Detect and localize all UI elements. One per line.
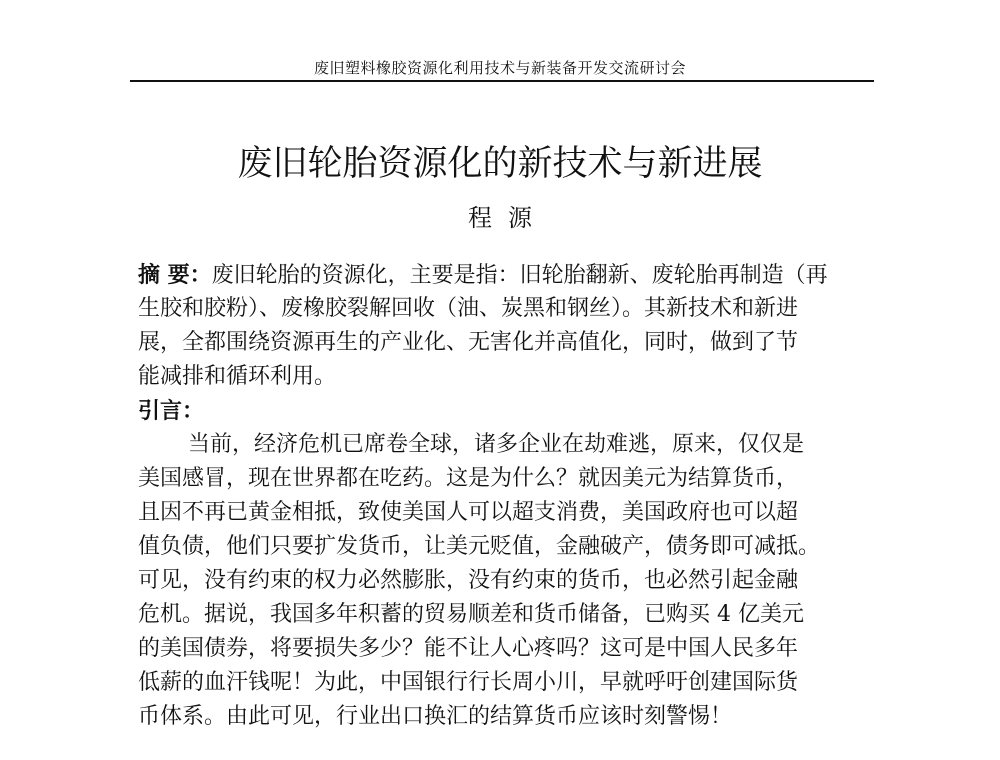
abstract-line: 展，全都围绕资源再生的产业化、无害化并高值化，同时，做到了节 bbox=[138, 330, 799, 355]
abstract-line: 能减排和循环利用。 bbox=[138, 364, 337, 389]
intro-line: 危机。据说，我国多年积蓄的贸易顺差和货币储备，已购买 4 亿美元 bbox=[138, 602, 804, 627]
intro-line: 的美国债券，将要损失多少？能不让人心疼吗？这可是中国人民多年 bbox=[138, 636, 799, 661]
article-author: 程源 bbox=[468, 204, 548, 232]
running-header: 废旧塑料橡胶资源化利用技术与新装备开发交流研讨会 bbox=[313, 59, 686, 77]
intro-line: 币体系。由此可见，行业出口换汇的结算货币应该时刻警惕！ bbox=[138, 704, 733, 729]
intro-line: 可见，没有约束的权力必然膨胀，没有约束的货币，也必然引起金融 bbox=[138, 568, 799, 593]
abstract-label: 摘 要： bbox=[138, 262, 212, 288]
abstract-line bbox=[138, 258, 872, 292]
abstract-text: 废旧轮胎的资源化，主要是指：旧轮胎翻新、废轮胎再制造（再 bbox=[211, 263, 828, 288]
intro-line: 值负债，他们只要扩发货币，让美元贬值，金融破产，债务即可减抵。 bbox=[138, 534, 821, 559]
intro-line: 且因不再已黄金相抵，致使美国人可以超支消费，美国政府也可以超 bbox=[138, 500, 799, 525]
intro-line: 美国感冒，现在世界都在吃药。这是为什么？就因美元为结算货币， bbox=[138, 466, 799, 491]
header-rule bbox=[130, 80, 874, 82]
abstract-line: 生胶和胶粉）、废橡胶裂解回收（油、炭黑和钢丝）。其新技术和新进 bbox=[138, 296, 799, 321]
intro-heading: 引言： bbox=[138, 398, 205, 424]
intro-line: 低薪的血汗钱呢！为此，中国银行行长周小川，早就呼吁创建国际货 bbox=[138, 670, 799, 695]
intro-line: 当前，经济危机已席卷全球，诸多企业在劫难逃，原来，仅仅是 bbox=[188, 432, 805, 457]
article-body bbox=[138, 258, 872, 734]
article-title: 废旧轮胎资源化的新技术与新进展 bbox=[237, 144, 763, 184]
